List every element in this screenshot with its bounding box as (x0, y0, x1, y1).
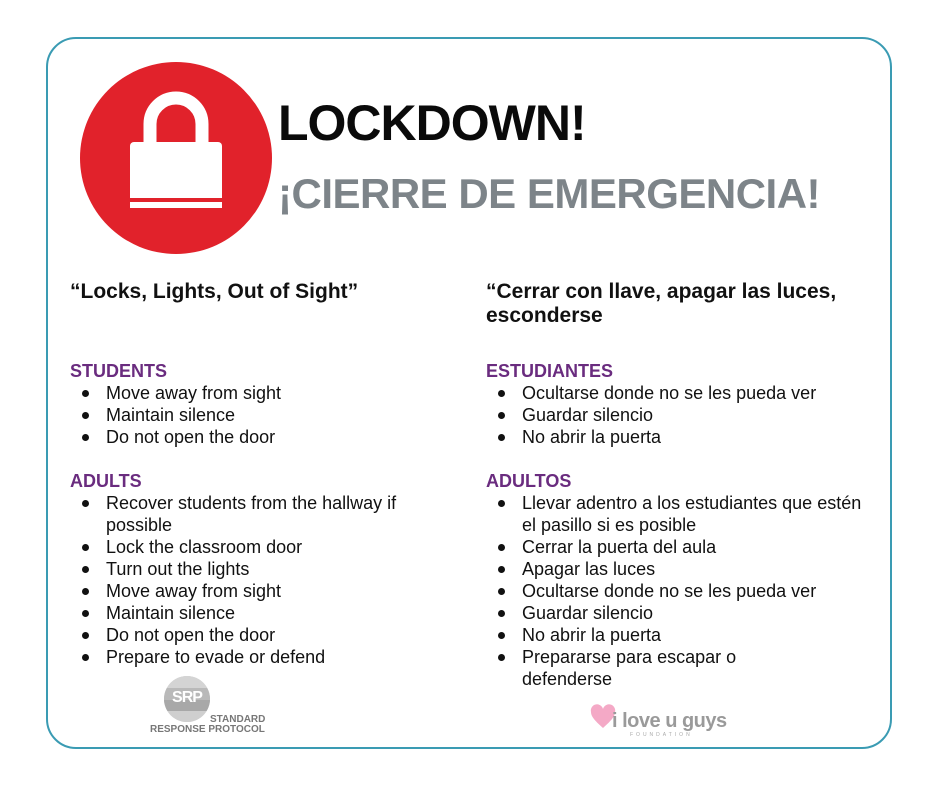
english-column (70, 280, 460, 668)
adults-heading: ADULTS (70, 471, 142, 491)
lockdown-badge (80, 62, 272, 254)
srp-name-line-2: RESPONSE PROTOCOL (150, 724, 265, 735)
list-item: No abrir la puerta (522, 624, 876, 646)
list-item: Turn out the lights (106, 558, 460, 580)
page-subtitle: ¡CIERRE DE EMERGENCIA! (278, 170, 821, 217)
estudiantes-list (486, 382, 876, 448)
list-item: Do not open the door (106, 624, 460, 646)
list-item: Guardar silencio (522, 404, 876, 426)
srp-logo (150, 676, 266, 738)
spanish-column (486, 280, 876, 690)
foundation-subtitle: FOUNDATION (630, 732, 693, 738)
list-item: Llevar adentro a los estudiantes que estén el pasillo si es posible (522, 493, 862, 535)
list-item: Prepare to evade or defend (106, 646, 460, 668)
adults-list (70, 492, 460, 668)
list-item: Apagar las luces (522, 558, 876, 580)
list-item: Cerrar la puerta del aula (522, 536, 876, 558)
english-slogan: “Locks, Lights, Out of Sight” (70, 280, 359, 303)
list-item: Maintain silence (106, 404, 460, 426)
list-item: Lock the classroom door (106, 536, 460, 558)
spanish-slogan: “Cerrar con llave, apagar las luces, esconderse (486, 280, 837, 327)
padlock-icon (80, 62, 272, 254)
students-list (70, 382, 460, 448)
srp-name-line-1: STANDARD (210, 714, 266, 725)
list-item: Guardar silencio (522, 602, 876, 624)
list-item: Ocultarse donde no se les pueda ver (522, 382, 876, 404)
foundation-name: i love u guys (612, 710, 727, 732)
adultos-list (486, 492, 876, 690)
students-heading: STUDENTS (70, 361, 168, 381)
list-item: Ocultarse donde no se les pueda ver (522, 580, 876, 602)
list-item: Move away from sight (106, 382, 460, 404)
estudiantes-heading: ESTUDIANTES (486, 361, 614, 381)
list-item: Do not open the door (106, 426, 460, 448)
adultos-heading: ADULTOS (486, 471, 572, 491)
list-item: Prepararse para escapar o defenderse (522, 646, 782, 690)
list-item: Maintain silence (106, 602, 460, 624)
foundation-logo (590, 704, 740, 740)
list-item: No abrir la puerta (522, 426, 876, 448)
list-item: Recover students from the hallway if possible (106, 492, 436, 536)
page-title: LOCKDOWN! (278, 95, 586, 151)
srp-letters: SRP (172, 689, 202, 706)
list-item: Move away from sight (106, 580, 460, 602)
